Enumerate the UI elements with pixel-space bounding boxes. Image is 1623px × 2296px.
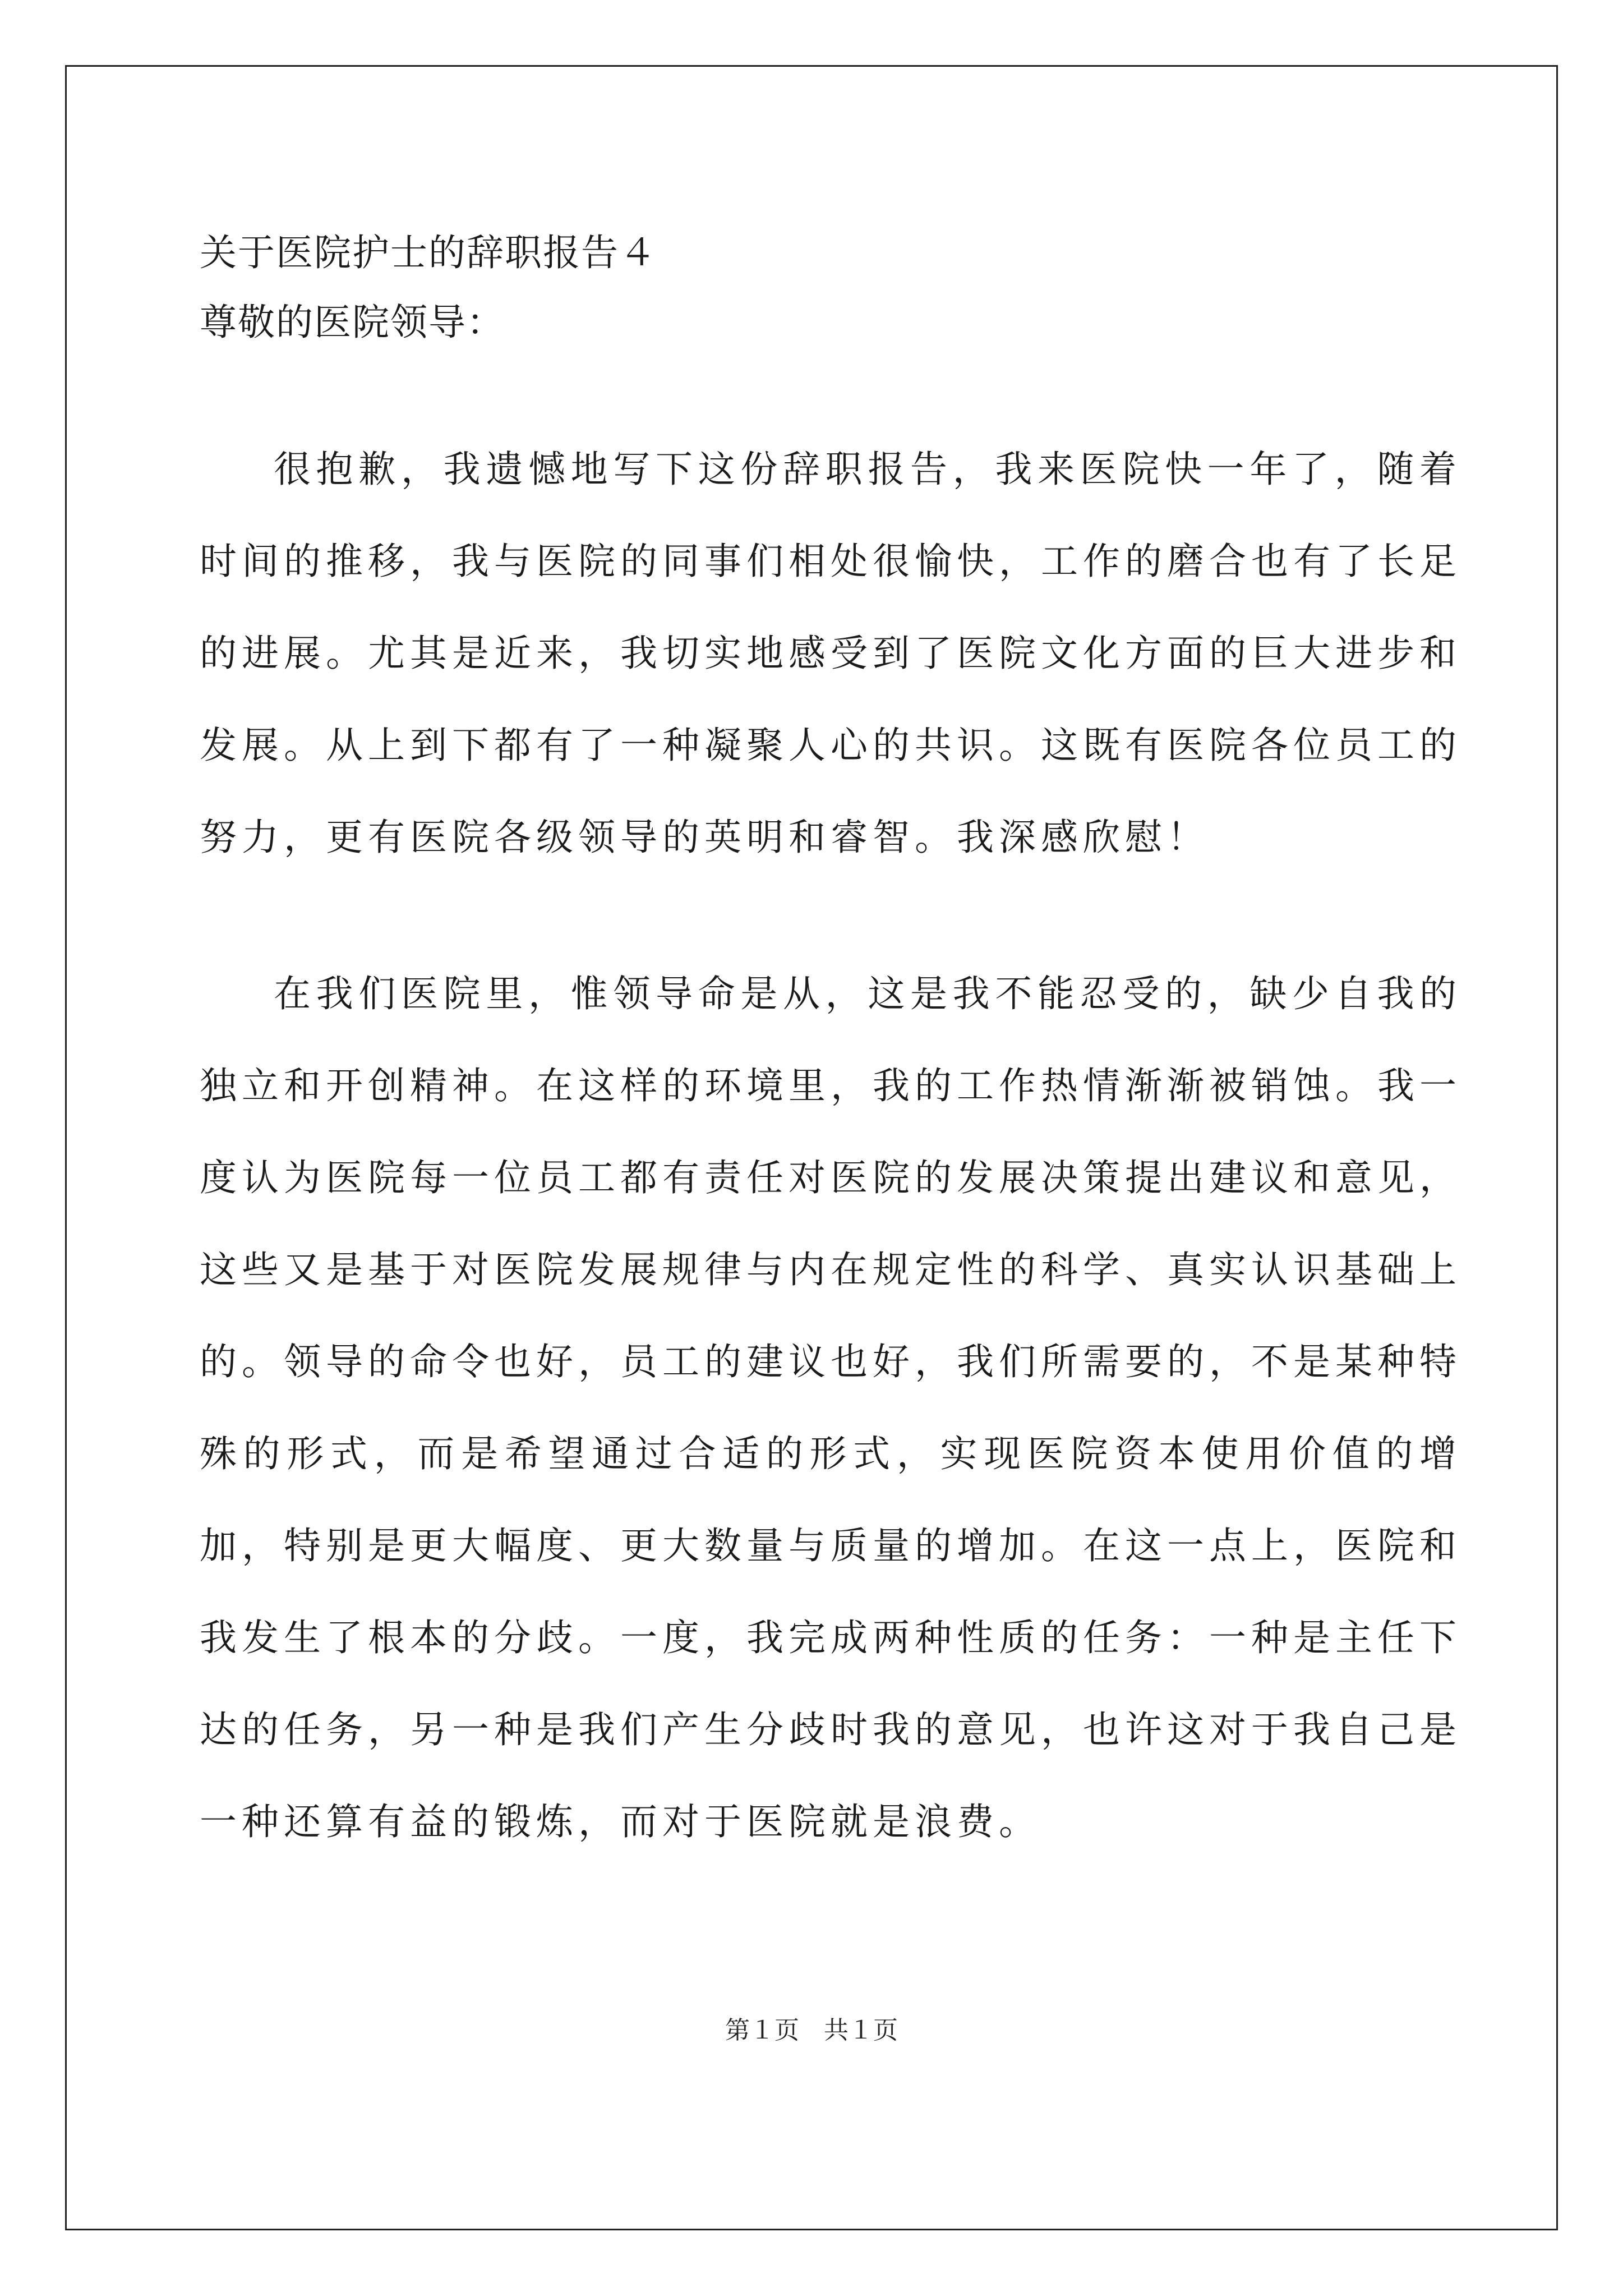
document-title: 关于医院护士的辞职报告４: [200, 231, 657, 274]
page-number-footer: 第１页 共１页: [725, 2016, 898, 2045]
paragraph-2: 在我们医院里，惟领导命是从，这是我不能忍受的，缺少自我的独立和开创精神。在这样的环境里，我的工作热情渐渐被销蚀。我一度认为医院每一位员工都有责任对医院的发展决策提出建议和意见，这些又是基于对医院发展规律与内在规定性的科学、真实认识基础上的。领导的命令也好，员工的建议也好，我们所需要的，不是某种特殊的形式，而是希望通过合适的形式，实现医院资本使用价值的增加，特别是更大幅度、更大数量与质量的增加。在这一点上，医院和我发生了根本的分歧。一度，我完成两种性质的任务：一种是主任下达的任务，另一种是我们产生分歧时我的意见，也许这对于我自己是一种还算有益的锻炼，而对于医院就是浪费。: [200, 972, 1461, 1843]
paragraph-1: 很抱歉，我遗憾地写下这份辞职报告，我来医院快一年了，随着时间的推移，我与医院的同事们相处很愉快，工作的磨合也有了长足的进展。尤其是近来，我切实地感受到了医院文化方面的巨大进步和发展。从上到下都有了一种凝聚人心的共识。这既有医院各位员工的努力，更有医院各级领导的英明和睿智。我深感欣慰！: [200, 448, 1461, 859]
salutation: 尊敬的医院领导：: [200, 301, 505, 344]
